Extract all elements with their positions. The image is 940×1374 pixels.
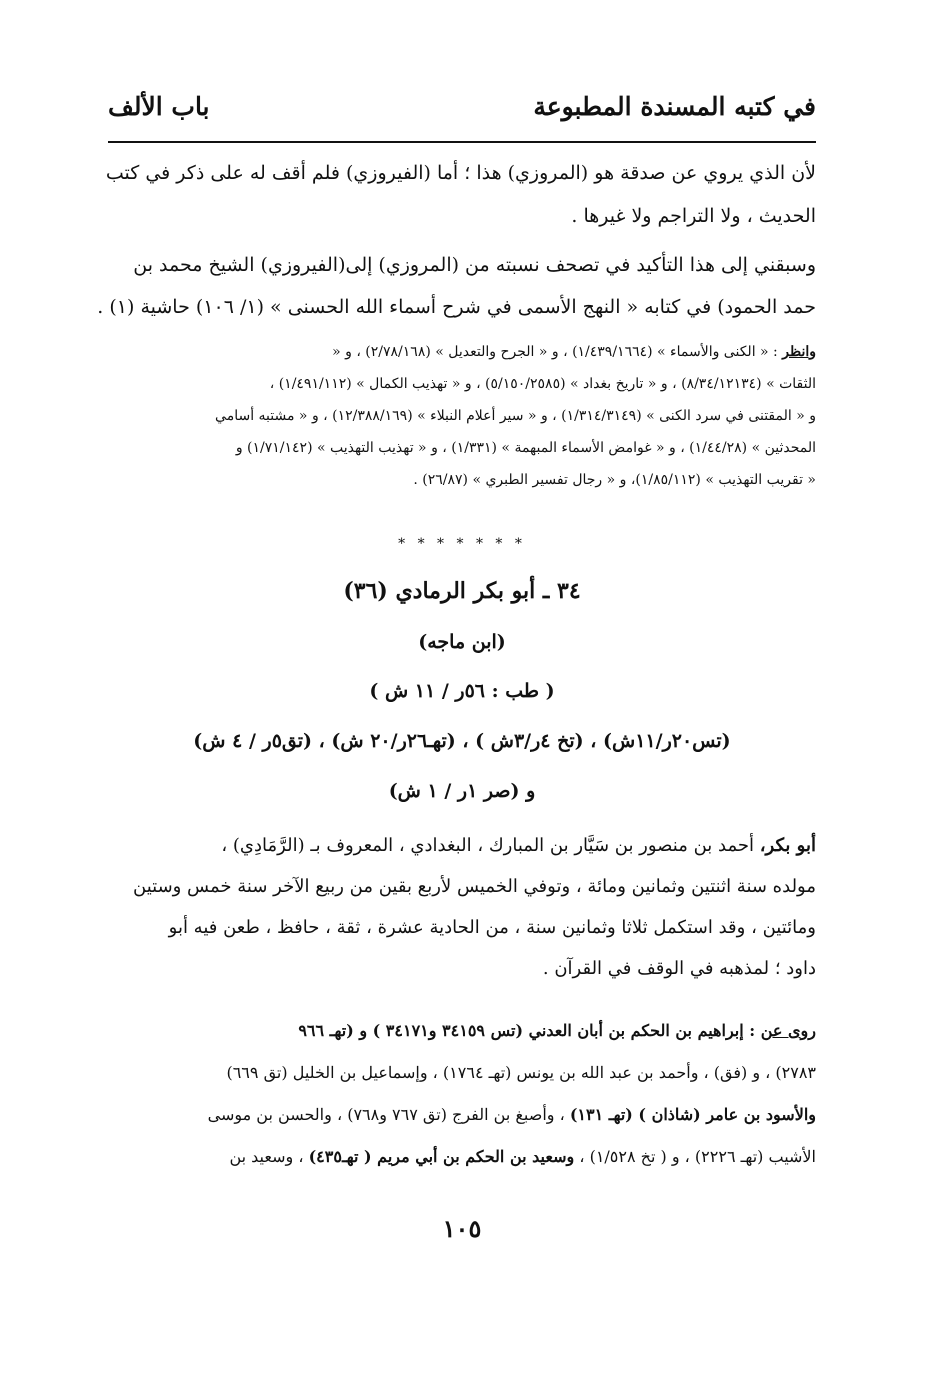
bio-text: أحمد بن منصور بن سَيَّار بن المبارك ، البغدادي ، المعروف بـ (الرَّمَادِي) ، (221, 835, 760, 856)
text-line: داود ؛ لمذهبه في الوقف في القرآن . (542, 958, 816, 979)
note-line: الثقات » (٨/٣٤/١٢١٣٤) ، و « تاريخ بغداد » (٥/١٥٠/٢٥٨٥) ، و « تهذيب الكمال » (١/٤٩١/١١٢) ، (269, 376, 816, 392)
note-text: : « الكنى والأسماء » (١/٤٣٩/١٦٦٤) ، و « الجرح والتعديل » (٢/٧٨/١٦٨) ، و « (332, 344, 783, 360)
rawa-text-bold: : إبراهيم بن الحكم بن أبان العدني (تس ٣٤١٥٩ و٣٤١٧١ ) و (تهـ ٩٦٦ (298, 1021, 761, 1040)
entry-title: ٣٤ ـ أبو بكر الرمادي (٣٦) (343, 578, 581, 604)
paragraph-2 (97, 244, 816, 328)
text-line: ٢٧٨٣) ، و (فق) ، وأحمد بن عبد الله بن يونس (تهـ ١٧٦٤) ، وإسماعيل بن الخليل (تق ٦٦٩) (226, 1063, 816, 1082)
entry-codes-line-2: و (صر ١ر / ١ ش) (388, 780, 536, 802)
narrated-from-paragraph (108, 1010, 816, 1178)
biography-paragraph (108, 825, 816, 989)
text-line (108, 825, 816, 866)
header-book-title: في كتبه المسندة المطبوعة (533, 92, 816, 121)
note-line: « تقريب التهذيب » (١/٨٥/١١٢)، و « رجال تفسير الطبري » (٢٦/٨٧) . (413, 472, 816, 488)
paragraph-1 (105, 152, 816, 238)
rawa-text: ، وسعيد بن (229, 1147, 309, 1166)
rawa-text: ، وأصبغ بن الفرج (تق ٧٦٧ و٧٦٨) ، والحسن بن موسى (207, 1105, 570, 1124)
note-line: المحدثين » (١/٤٤/٢٨) ، و « غوامض الأسماء المبهمة » (١/٣٣١) ، و « تهذيب التهذيب » (١/٧١/١٤٢) و (235, 440, 816, 456)
note-line (108, 336, 816, 368)
bio-lead: أبو بكر، (759, 835, 816, 856)
section-separator: * * * * * * * (398, 536, 526, 552)
page-number: ١٠٥ (442, 1214, 482, 1243)
text-line (108, 1094, 816, 1136)
rawa-bold-name: والأسود بن عامر (شاذان ) (تهـ ١٣١) (569, 1105, 816, 1124)
running-header (108, 92, 816, 138)
entry-codes-line-1: (تس٢٠ر/١١ش) ، (تخ ٤ر/٣ش ) ، (تهـ٢٦ر/٢٠ ش) ، (تق٥ر / ٤ ش) (193, 730, 731, 752)
references-note (108, 336, 816, 496)
text-line: الحديث ، ولا التراجم ولا غيرها . (571, 205, 816, 227)
header-rule (108, 141, 816, 143)
entry-subtitle: (ابن ماجه) (418, 631, 506, 653)
text-line: حمد الحمود) في كتابه « النهج الأسمى في شرح أسماء الله الحسنى » (١/ ١٠٦) حاشية (١) . (97, 296, 816, 318)
text-line: لأن الذي يروي عن صدقة هو (المروزي) هذا ؛ أما (الفيروزي) فلم أقف له على ذكر في كتب (105, 162, 816, 184)
rawa-label: روى عن (760, 1021, 816, 1040)
entry-tabaqa: ( طب : ٥٦ر / ١١ ش ) (369, 680, 555, 702)
note-line: و « المقتنى في سرد الكنى » (١/٣١٤/٣١٤٩) ، و « سير أعلام النبلاء » (١٢/٣٨٨/١٦٩) ، و « مشتبه أسامي (215, 408, 816, 424)
note-label: وانظر (782, 344, 816, 360)
text-line: ومائتين ، وقد استكمل ثلاثا وثمانين سنة ، من الحادية عشرة ، ثقة ، حافظ ، طعن فيه أبو (168, 917, 816, 938)
text-line: مولده سنة اثنتين وثمانين ومائة ، وتوفي الخميس لأربع بقين من ربيع الآخر سنة خمس وستين (133, 876, 816, 897)
rawa-bold-name: وسعيد بن الحكم بن أبي مريم ( تهـ٤٣٥) (308, 1147, 575, 1166)
rawa-text: الأشيب (تهـ ٢٢٢٦) ، و ( تخ ١/٥٢٨) ، (574, 1147, 816, 1166)
text-line: وسبقني إلى هذا التأكيد في تصحف نسبته من (المروزي) إلى(الفيروزي) الشيخ محمد بن (133, 254, 816, 276)
text-line (108, 1010, 816, 1052)
header-chapter-title: باب الألف (108, 92, 210, 121)
text-line (108, 1136, 816, 1178)
